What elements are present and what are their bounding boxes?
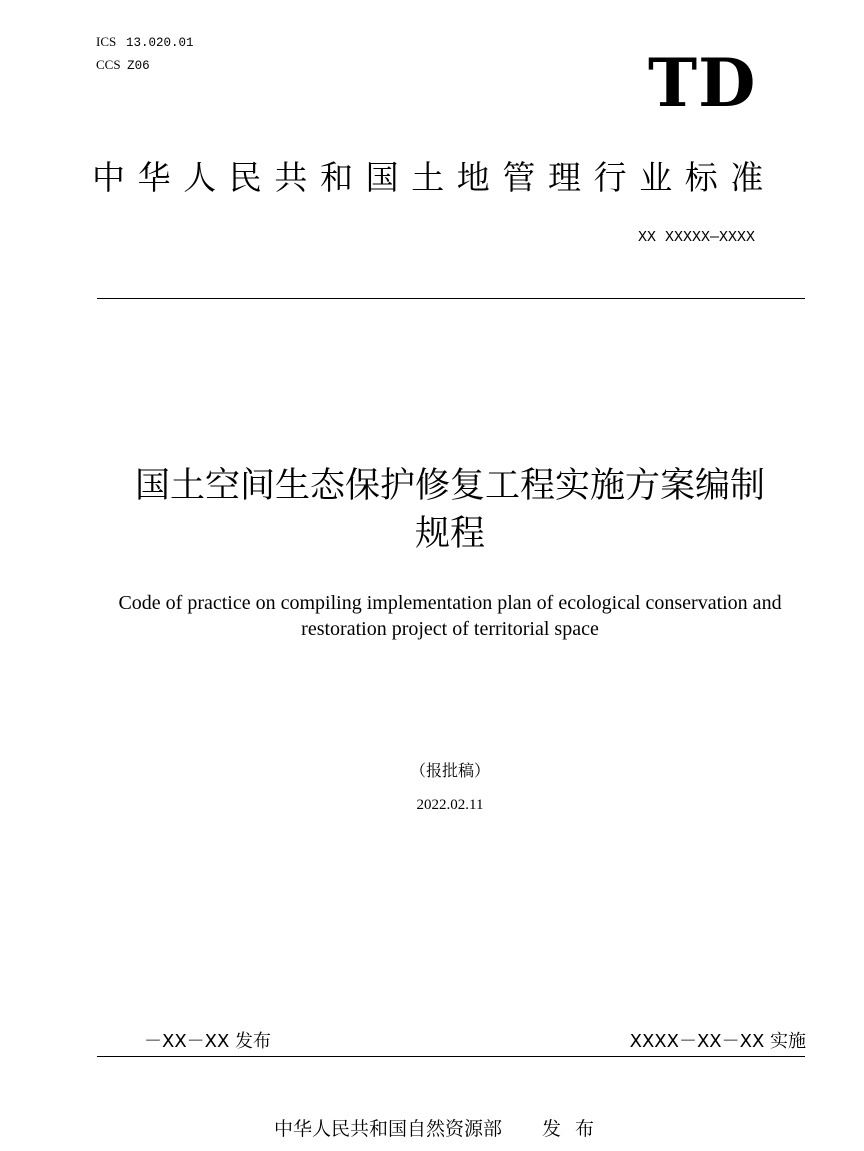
publisher-name: 中华人民共和国自然资源部	[274, 1118, 503, 1140]
publisher-line	[274, 1116, 598, 1142]
standard-name: 中华人民共和国土地管理行业标准	[92, 158, 776, 197]
ics-line	[96, 31, 194, 54]
title-english	[100, 590, 800, 642]
ccs-line	[96, 54, 194, 77]
publish-verb: 发 布	[542, 1118, 599, 1140]
title-chinese-line2: 规程	[414, 514, 485, 554]
title-english-line1: Code of practice on compiling implementation plan of ecological conservation and	[118, 592, 782, 614]
title-english-line2: restoration project of territorial space	[301, 618, 599, 640]
standard-number: XX XXXXX—XXXX	[638, 229, 756, 246]
implementation-date: XXXX－XX－XX 实施	[629, 1031, 806, 1052]
draft-date: 2022.02.11	[416, 797, 484, 813]
ccs-code: Z06	[127, 59, 150, 73]
title-chinese	[100, 462, 800, 558]
ccs-label: CCS	[96, 57, 121, 72]
ics-code: 13.020.01	[125, 36, 194, 50]
top-divider	[97, 298, 805, 299]
standard-mark: TD	[648, 44, 757, 122]
bottom-divider	[97, 1056, 805, 1057]
draft-status: （报批稿）	[409, 761, 490, 780]
ics-label: ICS	[96, 34, 117, 49]
classification-codes	[96, 31, 194, 77]
title-chinese-line1: 国土空间生态保护修复工程实施方案编制	[134, 466, 765, 506]
issue-date: －XX－XX 发布	[144, 1031, 272, 1052]
